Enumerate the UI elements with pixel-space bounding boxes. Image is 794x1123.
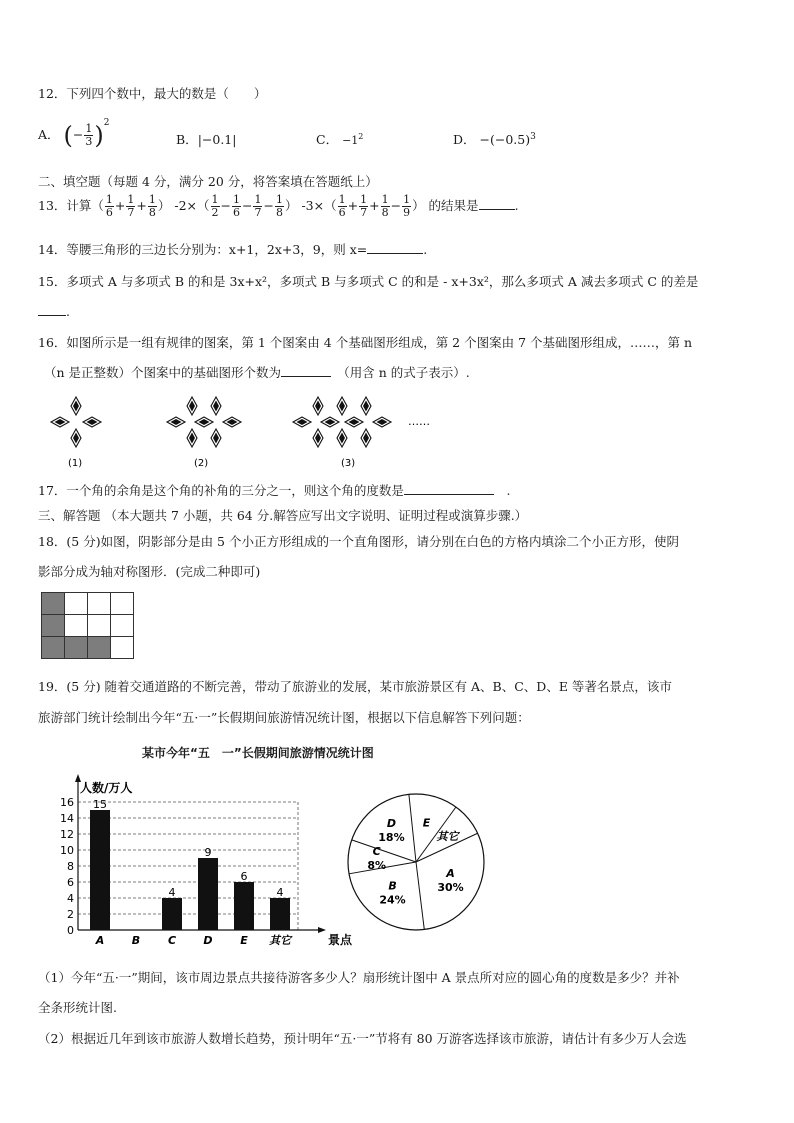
- q19-line1: 19．(5 分) 随着交通道路的不断完善，带动了旅游业的发展，某市旅游景区有 A、B、C、D、E 等著名景点，该市: [38, 679, 672, 694]
- y-tick-label: 6: [67, 876, 74, 889]
- grid-cell-shaded: [42, 593, 65, 615]
- x-tick-label: E: [240, 934, 248, 947]
- q17: [38, 481, 510, 499]
- q12-b-expr: |−0.1|: [197, 132, 237, 147]
- chart-title: 某市今年“五 一”长假期间旅游情况统计图: [142, 746, 374, 760]
- q12-a-sign: −: [72, 127, 84, 142]
- bar: [198, 858, 218, 930]
- q13-g3-den: 7: [360, 206, 368, 219]
- pie-slice-percent: 30%: [437, 881, 464, 895]
- q14-text: 14．等腰三角形的三边长分别为：x+1，2x+3，9，则 x=: [38, 242, 368, 257]
- q13-prefix: 13．计算（: [38, 198, 104, 213]
- q13-suffix: 的结果是: [428, 198, 479, 213]
- q13-g3-den: 6: [338, 206, 346, 219]
- q13-g1-num: 1: [105, 193, 113, 206]
- pattern-ellipsis: ……: [408, 415, 430, 428]
- q13-g2-den: 8: [275, 206, 283, 219]
- q17-answer-blank: [404, 482, 494, 495]
- q12-c-expr: −1: [342, 134, 359, 147]
- bar-data-label: 4: [276, 886, 284, 899]
- grid-cell-empty: [65, 615, 88, 637]
- y-axis-label: 人数/万人: [80, 781, 133, 795]
- y-tick-label: 4: [67, 892, 74, 905]
- q16-line2b: （用含 n 的式子表示）.: [343, 365, 470, 380]
- bar-data-label: 15: [93, 798, 107, 811]
- grid-cell-shaded: [88, 637, 111, 659]
- pie-slice-label: E: [422, 816, 431, 830]
- pie-slice-label: A: [446, 867, 455, 881]
- q13: 13．计算（ $\frac{1}{6}$ + $\frac{1}{7}$ + $\frac{1}{8}$ ） -2×（ $\frac{1}{2}$ − $\frac{1}{6}$ − $\frac{1}{7}$ − $\frac{1}{8}$ ） -3×（ $\frac{1}{6}$ + $\frac{1}{7}$ + $\frac{1}{8}$ − $\frac{1}{9}$ ） 的结果是 .: [38, 193, 519, 219]
- bar-data-label: 9: [204, 846, 212, 859]
- pie-slice-label: 其它: [436, 830, 459, 844]
- q15-line2: [38, 303, 70, 319]
- q12-option-d: [453, 130, 536, 148]
- q12-d-expr: −(−0.5): [479, 132, 531, 147]
- q12-d-label: D．: [453, 132, 476, 147]
- q13-g2-den: 6: [233, 206, 240, 219]
- bar: [90, 810, 110, 930]
- y-tick-label: 0: [67, 924, 74, 937]
- y-tick-label: 2: [67, 908, 74, 921]
- q12-b-label: B．: [176, 132, 198, 147]
- grid-cell-shaded: [42, 637, 65, 659]
- q18-line2: 影部分成为轴对称图形．(完成二种即可): [38, 564, 261, 579]
- q19-sub2: （2）根据近几年到该市旅游人数增长趋势，预计明年“五·一”节将有 80 万游客选择该市旅游，请估计有多少万人会选: [38, 1031, 687, 1046]
- bar-data-label: 4: [168, 886, 176, 899]
- q15-end: .: [66, 304, 70, 319]
- grid-cell-shaded: [65, 637, 88, 659]
- q12-a-label: A．: [38, 127, 60, 142]
- q18-line1: 18．(5 分)如图，阴影部分是由 5 个小正方形组成的一个直角图形，请分别在白色的方格内填涂二个小正方形，使阴: [38, 534, 679, 549]
- pie-slice-label: B: [388, 879, 397, 893]
- x-tick-label: A: [95, 934, 105, 947]
- q14-end: .: [423, 242, 428, 257]
- grid-cell-empty: [88, 615, 111, 637]
- grid-cell-shaded: [42, 615, 65, 637]
- y-tick-label: 10: [60, 844, 74, 857]
- pie-chart: [340, 790, 500, 940]
- bar: [270, 898, 290, 930]
- pattern-label-3: (3): [341, 458, 356, 469]
- grid-cell-empty: [111, 637, 134, 659]
- q17-end: .: [506, 483, 511, 498]
- bar-chart: [38, 770, 358, 950]
- q13-g1-den: 7: [127, 206, 135, 219]
- q13-end: .: [514, 198, 519, 213]
- q13-g1-den: 8: [148, 206, 156, 219]
- q13-g2-den: 7: [254, 206, 262, 219]
- pattern-1: [51, 397, 101, 447]
- q19-sub1-line2: 全条形统计图.: [38, 1000, 117, 1015]
- q12-option-a: A． (− $\frac{1}{3}$ )$^2$: [38, 118, 110, 150]
- q13-g1-num: 1: [148, 193, 156, 206]
- grid-cell-empty: [88, 593, 111, 615]
- q12-c-label: C．: [316, 132, 339, 147]
- grid-cell-empty: [65, 593, 88, 615]
- pattern-label-1: (1): [68, 458, 83, 469]
- q12-c-exp: 2: [358, 131, 364, 141]
- q13-g1-den: 6: [105, 206, 113, 219]
- y-tick-label: 14: [60, 812, 74, 825]
- q13-g2-num: 1: [211, 193, 219, 206]
- q13-answer-blank: [479, 197, 515, 210]
- x-tick-label: D: [203, 934, 213, 947]
- pie-slice-label: D: [386, 817, 397, 831]
- x-tick-label: C: [167, 934, 177, 947]
- x-axis-arrow: [318, 927, 326, 933]
- bar: [162, 898, 182, 930]
- q16-pattern-figure: [40, 390, 460, 474]
- y-tick-label: 8: [67, 860, 74, 873]
- q15-line1: 15．多项式 A 与多项式 B 的和是 3x+x²，多项式 B 与多项式 C 的和是 - x+3x²，那么多项式 A 减去多项式 C 的差是: [38, 274, 699, 289]
- pie-slice-percent: 18%: [378, 831, 405, 845]
- q13-g2-num: 1: [254, 193, 262, 206]
- q13-g3-den: 8: [381, 206, 389, 219]
- pattern-label-2: (2): [194, 458, 209, 469]
- q12-option-b: [176, 130, 236, 148]
- q16-answer-blank: [281, 364, 331, 377]
- q13-g3-den: 9: [403, 206, 411, 219]
- x-tick-label: B: [131, 934, 141, 947]
- q19-line2: 旅游部门统计绘制出今年“五·一”长假期间旅游情况统计图，根据以下信息解答下列问题：: [38, 710, 530, 725]
- section3-heading: 三、解答题 （本大题共 7 小题，共 64 分.解答应写出文字说明、证明过程或演算步骤.）: [38, 508, 528, 523]
- q13-g2-num: 1: [275, 193, 283, 206]
- q12-stem: 12．下列四个数中，最大的数是（ ）: [38, 86, 267, 101]
- pie-slice-percent: 8%: [367, 858, 387, 872]
- pattern-3: [293, 397, 391, 447]
- bar: [234, 882, 254, 930]
- q13-g3-num: 1: [360, 193, 368, 206]
- grid-cell-empty: [111, 593, 134, 615]
- q13-g2-den: 2: [211, 206, 219, 219]
- q17-text: 17．一个角的余角是这个角的补角的三分之一，则这个角的度数是: [38, 483, 404, 498]
- y-tick-label: 16: [60, 796, 74, 809]
- q12-d-exp: 3: [530, 131, 536, 142]
- q13-op2: -3×（: [301, 198, 337, 213]
- q18-grid: [41, 592, 134, 659]
- q13-g3-num: 1: [381, 193, 389, 206]
- q12-a-exp: 2: [103, 118, 110, 128]
- q19-sub1-line1: （1）今年“五·一”期间，该市周边景点共接待游客多少人？扇形统计图中 A 景点所对应的圆心角的度数是多少？并补: [38, 970, 680, 985]
- q12-option-c: [316, 130, 363, 148]
- q14-answer-blank: [367, 241, 423, 254]
- q16-line2: [44, 363, 470, 381]
- q12-a-den: 3: [85, 135, 93, 148]
- pie-slice-percent: 24%: [379, 893, 406, 907]
- q16-line2a: （n 是正整数）个图案中的基础图形个数为: [44, 365, 282, 380]
- q13-g2-num: 1: [233, 193, 240, 206]
- q12-a-num: 1: [85, 122, 93, 135]
- x-axis-label: 景点: [328, 933, 353, 947]
- q13-g3-num: 1: [338, 193, 346, 206]
- bar-data-label: 6: [240, 870, 248, 883]
- section2-heading: 二、填空题（每题 4 分，满分 20 分，将答案填在答题纸上）: [38, 174, 378, 189]
- q13-op1: -2×（: [174, 198, 210, 213]
- q13-g1-num: 1: [127, 193, 135, 206]
- pattern-2: [167, 397, 241, 447]
- q15-answer-blank: [38, 303, 66, 316]
- q13-g3-num: 1: [403, 193, 411, 206]
- y-tick-label: 12: [60, 828, 74, 841]
- grid-cell-empty: [111, 615, 134, 637]
- pie-slice-label: C: [372, 844, 381, 858]
- x-tick-label: 其它: [269, 934, 291, 947]
- q14: [38, 240, 427, 258]
- q16-line1: 16．如图所示是一组有规律的图案，第 1 个图案由 4 个基础图形组成，第 2 个图案由 7 个基础图形组成，……，第 n: [38, 335, 693, 350]
